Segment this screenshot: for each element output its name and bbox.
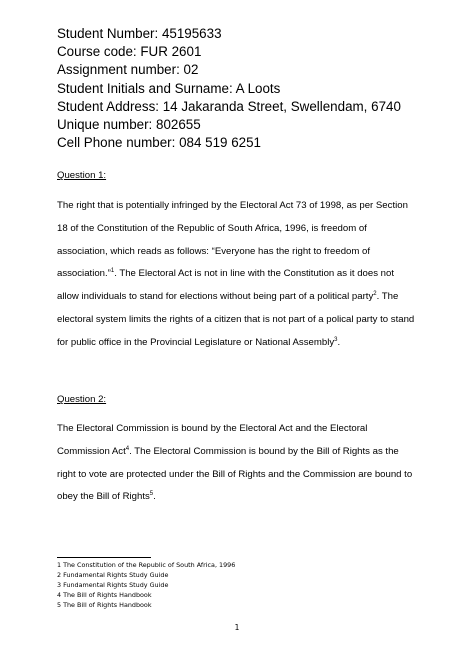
line-text: for public office in the Provincial Legislature or National Assembly [57,336,335,348]
page-number: 1 [234,623,240,632]
paragraph-line [57,222,417,245]
assignment-number: Assignment number: 02 [57,62,199,78]
line-text-continued: . [153,491,156,503]
question-2-paragraph [57,422,417,513]
line-text: The Electoral Commission is bound by the Electoral Act and the Electoral [57,423,368,434]
paragraph-line [57,313,417,336]
line-text: Commission Act [57,445,126,457]
student-details [57,25,457,152]
question-2-heading: Question 2: [57,394,107,405]
line-text-continued: . [337,336,341,348]
footnote-item: 2 Fundamental Rights Study Guide [57,570,169,579]
cell-phone-number: Cell Phone number: 084 519 6251 [57,135,261,151]
paragraph-line [57,490,417,513]
footnote-separator [57,557,151,558]
paragraph-line [57,445,417,468]
footnote-reference[interactable]: 2 [373,291,377,298]
paragraph-line [57,336,417,359]
line-text: association, which reads as follows: “Everyone has the right to freedom of [57,245,371,257]
line-text-continued: . The Electoral Act is not in line with the Constitution as it does not [114,268,394,280]
line-text: obey the Bill of Rights [57,491,150,503]
footnote-reference[interactable]: 4 [125,445,130,452]
line-text-continued: . The Electoral Commission is bound by the Bill of Rights as the [129,445,399,457]
line-text-continued: . The [376,291,399,303]
footnote-reference[interactable]: 1 [110,268,115,275]
line-text: electoral system limits the rights of a citizen that is not part of a polical party to stand [57,313,415,325]
unique-number: Unique number: 802655 [57,117,201,133]
paragraph-line [57,245,417,268]
line-text: association.” [57,268,111,280]
footnote-reference[interactable]: 3 [334,336,338,343]
paragraph-line [57,468,417,491]
line-text: The right that is potentially infringed by the Electoral Act 73 of 1998, as per Section [57,200,408,211]
paragraph-line [57,199,417,222]
course-code: Course code: FUR 2601 [57,44,202,60]
question-1-paragraph [57,199,417,359]
paragraph-line [57,267,417,290]
footnotes [57,561,417,611]
student-number: Student Number: 45195633 [57,26,222,41]
line-text: right to vote are protected under the Bill of Rights and the Commission are bound to [57,468,413,480]
line-text: allow individuals to stand for elections without being part of a political party [57,291,374,303]
footnote-item: 1 The Constitution of the Republic of South Africa, 1996 [57,561,236,569]
line-text: 18 of the Constitution of the Republic of South Africa, 1996, is freedom of [57,222,367,234]
footnote-item: 5 The Bill of Rights Handbook [57,600,152,609]
question-1-heading: Question 1: [57,170,107,181]
student-address: Student Address: 14 Jakaranda Street, Swellendam, 6740 [57,98,401,114]
footnote-item: 3 Fundamental Rights Study Guide [57,580,169,589]
paragraph-line [57,422,417,445]
footnote-item: 4 The Bill of Rights Handbook [57,590,152,599]
paragraph-line [57,290,417,313]
footnote-reference[interactable]: 5 [149,491,154,498]
student-name: Student Initials and Surname: A Loots [57,80,281,96]
